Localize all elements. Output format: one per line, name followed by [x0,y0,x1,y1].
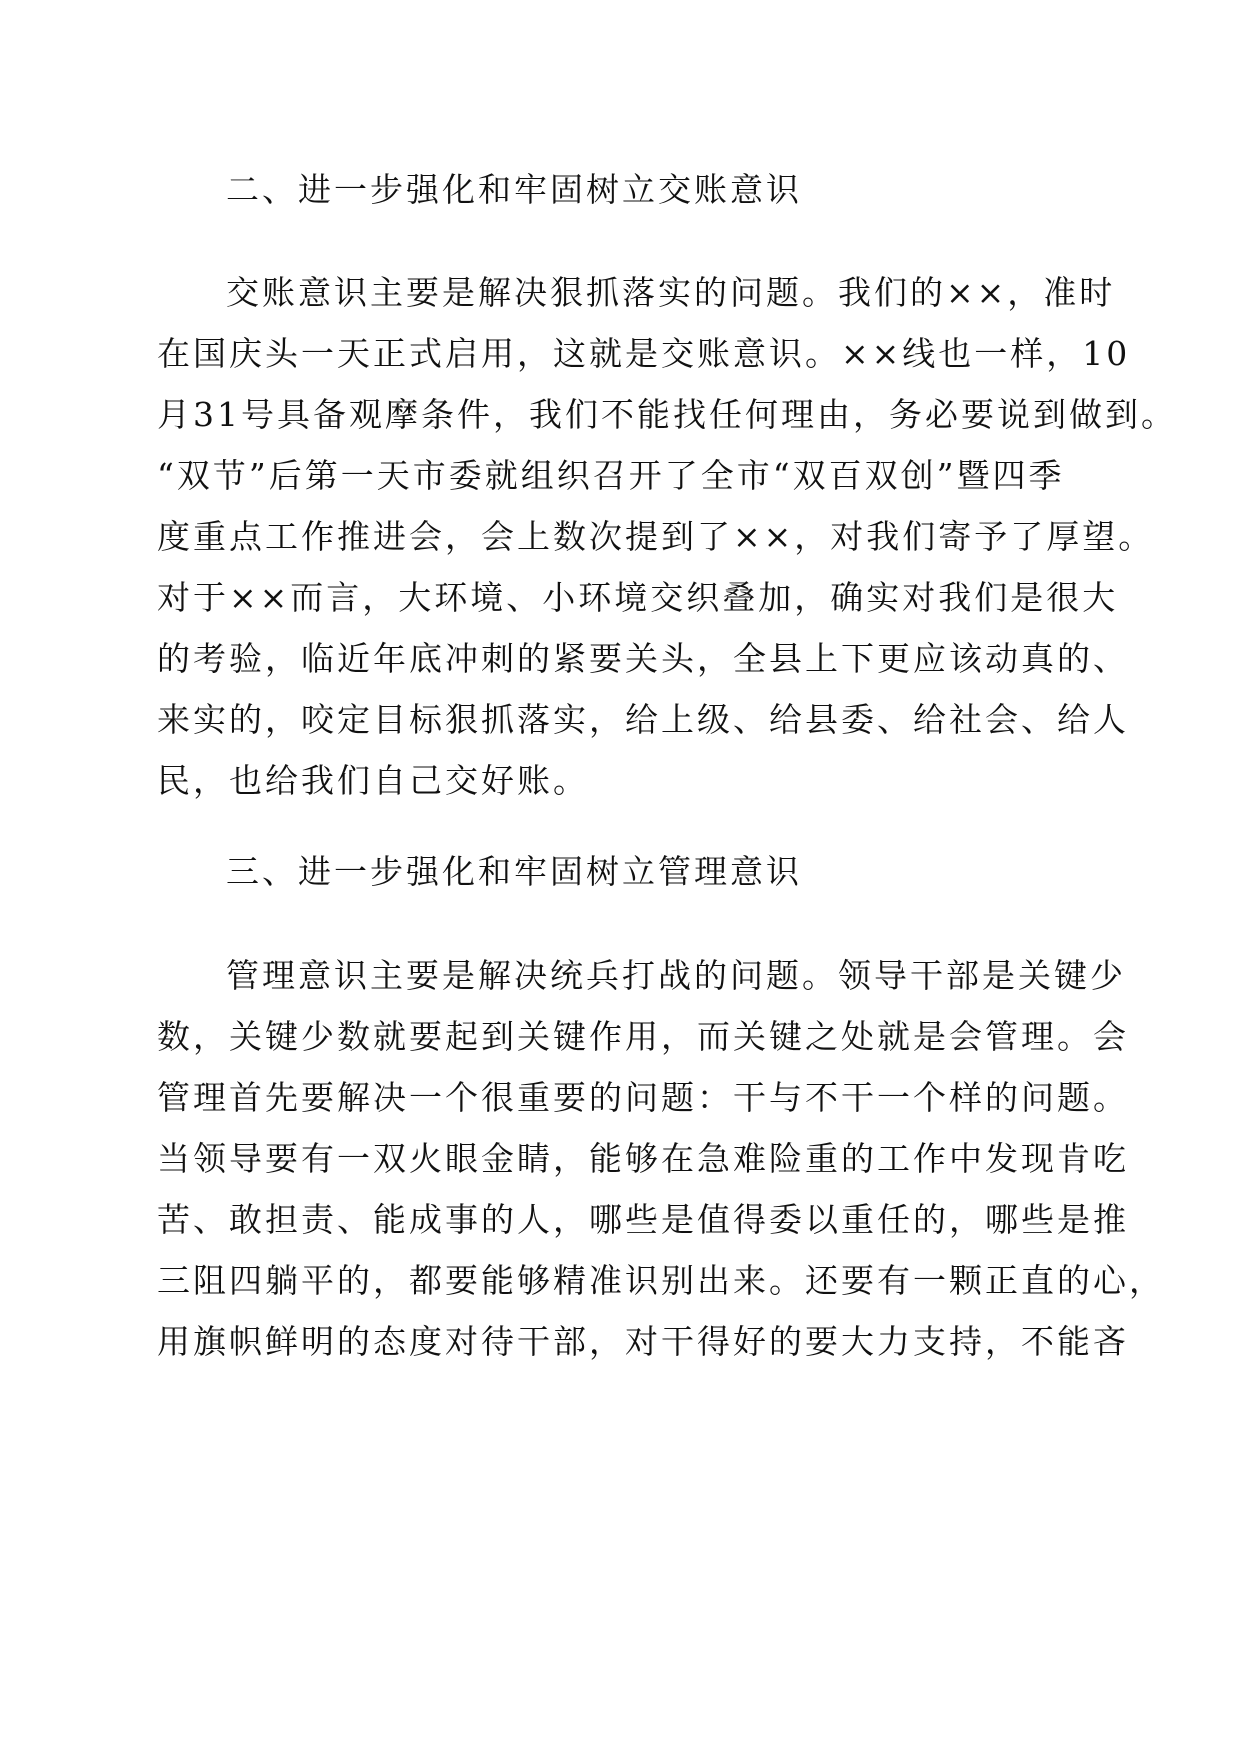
paragraph-line: 苦、敢担责、能成事的人，哪些是值得委以重任的，哪些是推 [157,1200,1129,1239]
paragraph-line: 对于××而言，大环境、小环境交织叠加，确实对我们是很大 [157,578,1119,617]
paragraph-line: 度重点工作推进会，会上数次提到了××，对我们寄予了厚望。 [157,517,1155,556]
paragraph-line: 管理首先要解决一个很重要的问题：干与不干一个样的问题。 [157,1078,1129,1117]
paragraph-line: 数，关键少数就要起到关键作用，而关键之处就是会管理。会 [157,1017,1129,1056]
paragraph-line: 管理意识主要是解决统兵打战的问题。领导干部是关键少 [226,956,1126,995]
section-heading: 三、进一步强化和牢固树立管理意识 [226,852,802,891]
paragraph-line: 当领导要有一双火眼金睛，能够在急难险重的工作中发现肯吃 [157,1139,1129,1178]
paragraph-line: 民，也给我们自己交好账。 [157,761,589,800]
paragraph-line: “双节”后第一天市委就组织召开了全市“双百双创”暨四季 [157,456,1065,495]
paragraph-line: 用旗帜鲜明的态度对待干部，对干得好的要大力支持，不能吝 [157,1322,1129,1361]
paragraph-line: 在国庆头一天正式启用，这就是交账意识。××线也一样，10 [157,334,1131,373]
paragraph-line: 交账意识主要是解决狠抓落实的问题。我们的××，准时 [226,273,1116,312]
paragraph-line: 三阻四躺平的，都要能够精准识别出来。还要有一颗正直的心， [157,1261,1165,1300]
paragraph-line: 的考验，临近年底冲刺的紧要关头，全县上下更应该动真的、 [157,639,1129,678]
section-heading: 二、进一步强化和牢固树立交账意识 [226,170,802,209]
paragraph-line: 月31号具备观摩条件，我们不能找任何理由，务必要说到做到。 [157,395,1177,434]
paragraph-line: 来实的，咬定目标狠抓落实，给上级、给县委、给社会、给人 [157,700,1129,739]
